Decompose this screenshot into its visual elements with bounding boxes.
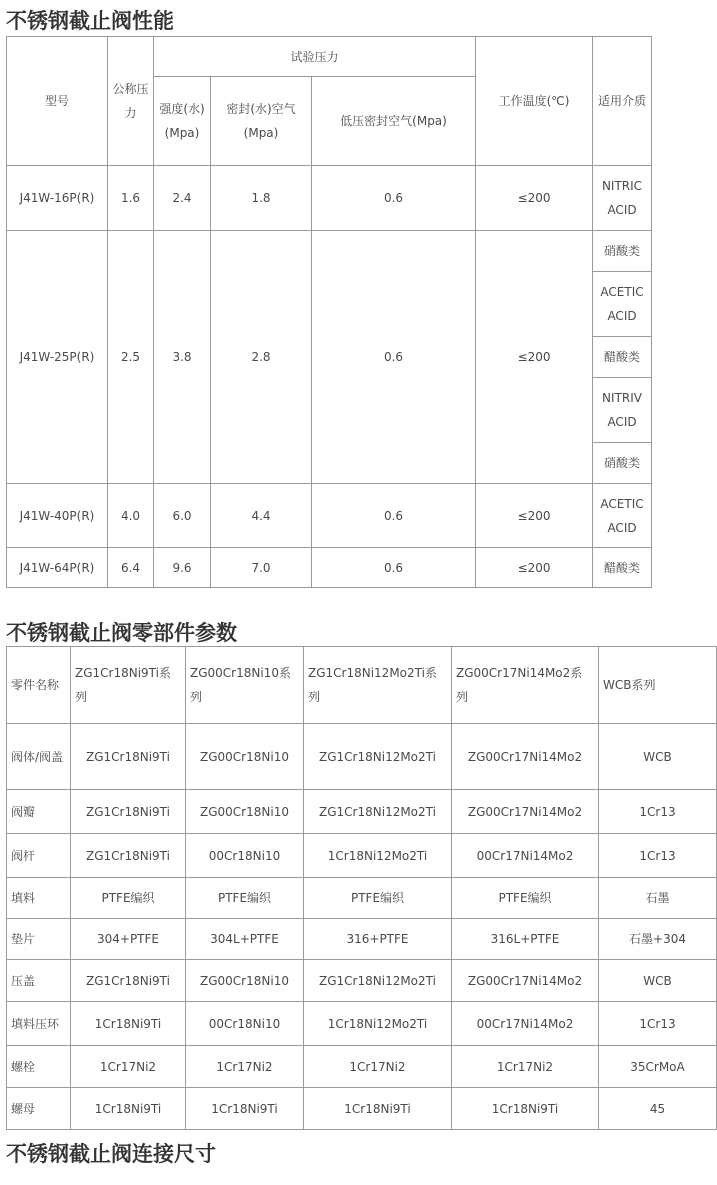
parts-row	[7, 1002, 717, 1046]
cell-low-seal: 0.6	[312, 484, 476, 548]
part-material-cell: 00Cr18Ni10	[186, 1002, 304, 1046]
part-material-cell: ZG1Cr18Ni9Ti	[71, 960, 186, 1002]
cell-pn: 4.0	[108, 484, 154, 548]
part-material-cell: ZG00Cr18Ni10	[186, 724, 304, 790]
part-name-cell: 阀杆	[7, 834, 71, 878]
header-temperature: 工作温度(℃)	[476, 37, 593, 166]
parts-header-cell: ZG1Cr18Ni12Mo2Ti系列	[304, 647, 452, 724]
part-material-cell: 1Cr18Ni9Ti	[71, 1002, 186, 1046]
part-material-cell: 316L+PTFE	[452, 919, 599, 960]
cell-pn: 6.4	[108, 548, 154, 588]
parts-title: 不锈钢截止阀零部件参数	[6, 621, 237, 645]
part-material-cell: ZG1Cr18Ni12Mo2Ti	[304, 960, 452, 1002]
cell-model: J41W-64P(R)	[7, 548, 108, 588]
part-material-cell: 1Cr17Ni2	[186, 1046, 304, 1088]
cell-medium: 醋酸类	[593, 548, 652, 588]
part-material-cell: 1Cr18Ni12Mo2Ti	[304, 834, 452, 878]
part-material-cell: 00Cr17Ni14Mo2	[452, 1002, 599, 1046]
cell-model: J41W-25P(R)	[7, 231, 108, 484]
parts-body	[7, 724, 717, 1130]
part-material-cell: 35CrMoA	[599, 1046, 717, 1088]
part-material-cell: 1Cr17Ni2	[304, 1046, 452, 1088]
parts-row	[7, 878, 717, 919]
parts-header-cell: WCB系列	[599, 647, 717, 724]
cell-temp: ≤200	[476, 484, 593, 548]
cell-strength: 6.0	[154, 484, 211, 548]
part-material-cell: ZG00Cr18Ni10	[186, 960, 304, 1002]
performance-row	[7, 484, 652, 548]
parts-header-cell: ZG00Cr18Ni10系列	[186, 647, 304, 724]
parts-header-cell: ZG00Cr17Ni14Mo2系列	[452, 647, 599, 724]
part-material-cell: ZG00Cr17Ni14Mo2	[452, 790, 599, 834]
cell-seal: 2.8	[211, 231, 312, 484]
part-name-cell: 垫片	[7, 919, 71, 960]
part-material-cell: PTFE编织	[304, 878, 452, 919]
part-material-cell: PTFE编织	[452, 878, 599, 919]
part-material-cell: ZG00Cr18Ni10	[186, 790, 304, 834]
cell-temp: ≤200	[476, 548, 593, 588]
performance-table	[6, 36, 652, 588]
part-material-cell: 00Cr18Ni10	[186, 834, 304, 878]
connection-title: 不锈钢截止阀连接尺寸	[6, 1142, 216, 1166]
part-material-cell: 1Cr17Ni2	[71, 1046, 186, 1088]
part-material-cell: PTFE编织	[186, 878, 304, 919]
part-material-cell: 1Cr17Ni2	[452, 1046, 599, 1088]
part-material-cell: 1Cr18Ni9Ti	[186, 1088, 304, 1130]
cell-medium: 醋酸类	[593, 337, 652, 378]
parts-table	[6, 646, 717, 1130]
performance-title: 不锈钢截止阀性能	[6, 9, 174, 33]
cell-model: J41W-40P(R)	[7, 484, 108, 548]
parts-row	[7, 724, 717, 790]
part-material-cell: ZG1Cr18Ni9Ti	[71, 834, 186, 878]
part-material-cell: 1Cr18Ni9Ti	[71, 1088, 186, 1130]
part-material-cell: 45	[599, 1088, 717, 1130]
part-material-cell: 1Cr13	[599, 1002, 717, 1046]
part-material-cell: 石墨+304	[599, 919, 717, 960]
cell-low-seal: 0.6	[312, 166, 476, 231]
part-material-cell: 316+PTFE	[304, 919, 452, 960]
cell-strength: 3.8	[154, 231, 211, 484]
cell-medium: NITRIC ACID	[593, 166, 652, 231]
part-material-cell: WCB	[599, 960, 717, 1002]
cell-temp: ≤200	[476, 231, 593, 484]
header-test-pressure: 试验压力	[154, 37, 476, 77]
part-material-cell: 00Cr17Ni14Mo2	[452, 834, 599, 878]
part-material-cell: 1Cr13	[599, 790, 717, 834]
part-material-cell: 1Cr18Ni9Ti	[452, 1088, 599, 1130]
parts-row	[7, 834, 717, 878]
parts-header-cell: ZG1Cr18Ni9Ti系列	[71, 647, 186, 724]
header-low-seal: 低压密封空气(Mpa)	[312, 77, 476, 166]
header-seal: 密封(水)空气(Mpa)	[211, 77, 312, 166]
cell-pn: 1.6	[108, 166, 154, 231]
part-material-cell: 石墨	[599, 878, 717, 919]
cell-strength: 9.6	[154, 548, 211, 588]
part-material-cell: 1Cr18Ni12Mo2Ti	[304, 1002, 452, 1046]
cell-pn: 2.5	[108, 231, 154, 484]
part-material-cell: 1Cr13	[599, 834, 717, 878]
cell-seal: 1.8	[211, 166, 312, 231]
parts-row	[7, 960, 717, 1002]
header-nominal-pressure: 公称压力	[108, 37, 154, 166]
parts-row	[7, 1046, 717, 1088]
cell-medium: 硝酸类	[593, 443, 652, 484]
header-strength: 强度(水)(Mpa)	[154, 77, 211, 166]
performance-row	[7, 548, 652, 588]
parts-header-row	[7, 647, 717, 724]
cell-medium: NITRIV ACID	[593, 378, 652, 443]
part-name-cell: 填料	[7, 878, 71, 919]
cell-seal: 7.0	[211, 548, 312, 588]
part-material-cell: 304+PTFE	[71, 919, 186, 960]
part-name-cell: 填料压环	[7, 1002, 71, 1046]
cell-strength: 2.4	[154, 166, 211, 231]
part-material-cell: 304L+PTFE	[186, 919, 304, 960]
part-material-cell: ZG1Cr18Ni12Mo2Ti	[304, 724, 452, 790]
cell-model: J41W-16P(R)	[7, 166, 108, 231]
header-model: 型号	[7, 37, 108, 166]
part-name-cell: 阀体/阀盖	[7, 724, 71, 790]
part-material-cell: 1Cr18Ni9Ti	[304, 1088, 452, 1130]
part-material-cell: ZG1Cr18Ni9Ti	[71, 724, 186, 790]
part-name-cell: 螺母	[7, 1088, 71, 1130]
cell-seal: 4.4	[211, 484, 312, 548]
cell-low-seal: 0.6	[312, 231, 476, 484]
parts-row	[7, 790, 717, 834]
parts-header-cell: 零件名称	[7, 647, 71, 724]
part-material-cell: ZG1Cr18Ni12Mo2Ti	[304, 790, 452, 834]
cell-medium: 硝酸类	[593, 231, 652, 272]
part-material-cell: PTFE编织	[71, 878, 186, 919]
performance-row	[7, 231, 652, 272]
part-name-cell: 阀瓣	[7, 790, 71, 834]
cell-medium: ACETIC ACID	[593, 272, 652, 337]
cell-temp: ≤200	[476, 166, 593, 231]
part-material-cell: ZG00Cr17Ni14Mo2	[452, 724, 599, 790]
cell-low-seal: 0.6	[312, 548, 476, 588]
parts-row	[7, 919, 717, 960]
part-name-cell: 压盖	[7, 960, 71, 1002]
header-medium: 适用介质	[593, 37, 652, 166]
part-material-cell: ZG00Cr17Ni14Mo2	[452, 960, 599, 1002]
part-name-cell: 螺栓	[7, 1046, 71, 1088]
performance-row	[7, 166, 652, 231]
performance-body	[7, 166, 652, 588]
parts-row	[7, 1088, 717, 1130]
part-material-cell: ZG1Cr18Ni9Ti	[71, 790, 186, 834]
part-material-cell: WCB	[599, 724, 717, 790]
parts-table-viewport	[6, 646, 686, 1120]
cell-medium: ACETIC ACID	[593, 484, 652, 548]
